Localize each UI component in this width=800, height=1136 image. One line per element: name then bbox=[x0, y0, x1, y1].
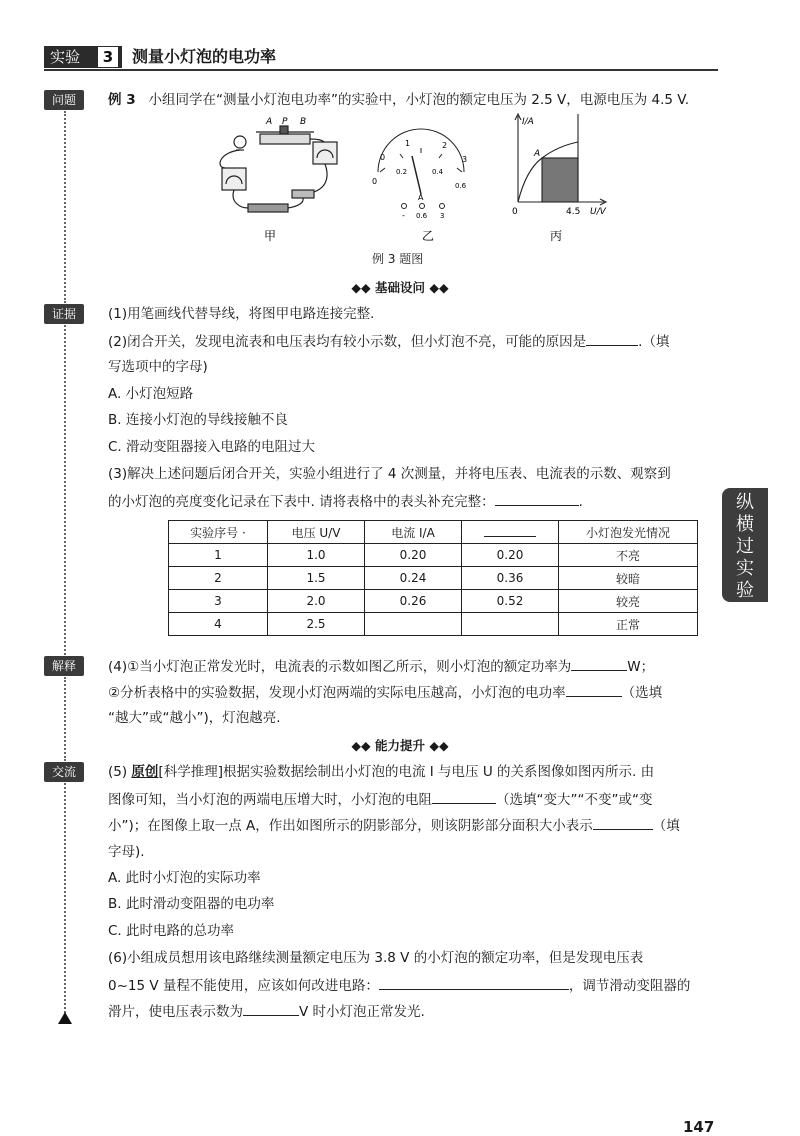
table-header-row bbox=[169, 521, 698, 544]
table-cell: 1.5 bbox=[268, 567, 365, 590]
q5-option-c: C. 此时电路的总功率 bbox=[108, 923, 235, 939]
graph-origin: 0 bbox=[512, 207, 518, 217]
q5-option-a: A. 此时小灯泡的实际功率 bbox=[108, 870, 261, 886]
figure-label-jia: 甲 bbox=[264, 229, 277, 243]
section-advanced: ◆◆ 能力提升 ◆◆ bbox=[351, 738, 449, 753]
question-5-line3 bbox=[108, 815, 680, 836]
question-2-line2: 写选项中的字母) bbox=[108, 359, 208, 375]
page-title: 测量小灯泡的电功率 bbox=[132, 47, 277, 66]
dial-tick-2: 2 bbox=[442, 141, 448, 150]
table-cell: 不亮 bbox=[559, 544, 698, 567]
experiment-badge bbox=[44, 46, 122, 68]
example-text: 小组同学在“测量小灯泡电功率”的实验中，小灯泡的额定电压为 2.5 V，电源电压为 4.5 V. bbox=[148, 92, 690, 108]
terminal-minus bbox=[402, 204, 407, 209]
q5-option-b: B. 此时滑动变阻器的电功率 bbox=[108, 896, 275, 912]
dial-tick-3: 3 bbox=[462, 155, 468, 164]
table-cell: 0.36 bbox=[462, 567, 559, 590]
table-cell: 正常 bbox=[559, 613, 698, 636]
answer-blank-6b[interactable] bbox=[243, 1001, 299, 1016]
tag-evidence: 证据 bbox=[44, 304, 84, 324]
dial-tick-0.2: 0.2 bbox=[396, 168, 408, 176]
graph-xlabel: U/V bbox=[590, 207, 606, 217]
table-row bbox=[169, 590, 698, 613]
graph-ylabel: I/A bbox=[522, 117, 534, 127]
question-6b-text: 滑片，使电压表示数为 bbox=[108, 1004, 243, 1020]
data-table bbox=[168, 520, 698, 636]
question-4-line1 bbox=[108, 656, 654, 677]
question-5b-text: 图像可知，当小灯泡的两端电压增大时，小灯泡的电阻 bbox=[108, 792, 432, 808]
table-cell: 1 bbox=[169, 544, 268, 567]
side-tab-char: 横 bbox=[736, 514, 754, 535]
question-2-text: (2)闭合开关，发现电流表和电压表均有较小示数，但小灯泡不亮，可能的原因是 bbox=[108, 334, 587, 350]
table-header: 电流 I/A bbox=[365, 521, 462, 544]
question-6-tail: ，调节滑动变阻器的 bbox=[568, 978, 691, 994]
figure-label-bing: 丙 bbox=[550, 229, 563, 243]
slider-end-b: B bbox=[300, 117, 307, 127]
example-label: 例 3 bbox=[108, 92, 136, 108]
tag-explain: 解释 bbox=[44, 656, 84, 676]
badge-number: 3 bbox=[98, 47, 118, 67]
table-cell: 0.20 bbox=[365, 544, 462, 567]
table-cell: 2.5 bbox=[268, 613, 365, 636]
dial-tick-0-inner: 0 bbox=[372, 177, 378, 186]
question-4-line3: “越大”或“越小”)，灯泡越亮. bbox=[108, 710, 281, 726]
answer-blank-2[interactable] bbox=[586, 331, 638, 346]
question-2-tail: .（填 bbox=[638, 334, 670, 350]
answer-blank-4b[interactable] bbox=[566, 682, 622, 697]
question-4b-tail: （选填 bbox=[621, 685, 663, 701]
example-stem bbox=[108, 90, 689, 110]
dial-tick-0-outer: 0 bbox=[380, 153, 386, 162]
table-cell: 0.52 bbox=[462, 590, 559, 613]
answer-blank-5b[interactable] bbox=[593, 815, 653, 830]
graph-xtick: 4.5 bbox=[566, 207, 581, 217]
section-advanced-label: 能力提升 bbox=[374, 738, 425, 753]
badge-word: 实验 bbox=[50, 48, 81, 66]
side-tab-char: 纵 bbox=[736, 492, 754, 513]
question-5c-text: 小”)；在图像上取一点 A，作出如图所示的阴影部分，则该阴影部分面积大小表示 bbox=[108, 818, 593, 834]
slider-label-p: P bbox=[282, 117, 288, 127]
dotted-rail bbox=[64, 111, 66, 303]
table-cell: 较亮 bbox=[559, 590, 698, 613]
table-header: 电压 U/V bbox=[268, 521, 365, 544]
q2-option-c: C. 滑动变阻器接入电路的电阻过大 bbox=[108, 439, 316, 455]
side-tab-char: 过 bbox=[736, 536, 754, 557]
question-5-text: 根据实验数据绘制出小灯泡的电流 I 与电压 U 的关系图像如图丙所示. 由 bbox=[222, 764, 655, 780]
terminal-3 bbox=[440, 204, 445, 209]
table-header: 实验序号 · bbox=[169, 521, 268, 544]
table-header-blank[interactable] bbox=[462, 521, 559, 544]
circuit-diagram bbox=[220, 126, 337, 212]
terminal-minus-label: - bbox=[402, 211, 405, 220]
table-cell bbox=[462, 613, 559, 636]
original-tag: 原创 bbox=[131, 764, 159, 780]
table-row bbox=[169, 544, 698, 567]
tag-exchange: 交流 bbox=[44, 762, 84, 782]
graph-point-a: A bbox=[534, 149, 541, 159]
example-figure bbox=[200, 112, 620, 248]
answer-blank-3[interactable] bbox=[495, 491, 579, 506]
dotted-rail bbox=[64, 783, 66, 1013]
table-cell: 1.0 bbox=[268, 544, 365, 567]
question-3-tail: . bbox=[578, 494, 583, 510]
question-4-line2 bbox=[108, 682, 662, 703]
question-3-line1: (3)解决上述问题后闭合开关，实验小组进行了 4 次测量，并将电压表、电流表的示数、观察到 bbox=[108, 466, 671, 482]
science-reasoning-tag: [科学推理] bbox=[158, 764, 223, 780]
q2-option-b: B. 连接小灯泡的导线接触不良 bbox=[108, 412, 288, 428]
side-chapter-tab[interactable] bbox=[722, 488, 768, 602]
tag-question: 问题 bbox=[44, 90, 84, 110]
dial-tick-1: 1 bbox=[405, 139, 411, 148]
table-cell: 3 bbox=[169, 590, 268, 613]
question-5b-tail: （选填“变大”“不变”或“变 bbox=[496, 792, 653, 808]
answer-blank-5a[interactable] bbox=[432, 789, 496, 804]
table-cell: 4 bbox=[169, 613, 268, 636]
question-5-line1 bbox=[108, 762, 654, 782]
table-row bbox=[169, 613, 698, 636]
table-cell: 0.20 bbox=[462, 544, 559, 567]
question-3-line2 bbox=[108, 491, 583, 512]
table-cell: 0.24 bbox=[365, 567, 462, 590]
question-4-unit: W； bbox=[627, 659, 655, 675]
question-5c-tail: （填 bbox=[652, 818, 680, 834]
dial-tick-0.4: 0.4 bbox=[432, 168, 444, 176]
answer-blank-header[interactable] bbox=[484, 524, 536, 537]
question-6-line2 bbox=[108, 975, 690, 996]
side-tab-char: 验 bbox=[736, 580, 754, 601]
question-1: (1)用笔画线代替导线，将图甲电路连接完整. bbox=[108, 306, 375, 322]
table-row bbox=[169, 567, 698, 590]
header-rule bbox=[44, 69, 718, 71]
question-3-text: 的小灯泡的亮度变化记录在下表中. 请将表格中的表头补充完整： bbox=[108, 494, 495, 510]
answer-blank-6a[interactable] bbox=[379, 975, 569, 990]
terminal-0.6 bbox=[420, 204, 425, 209]
question-6-line3 bbox=[108, 1001, 425, 1022]
figure-caption: 例 3 题图 bbox=[372, 252, 424, 266]
table-cell: 2 bbox=[169, 567, 268, 590]
question-6-text: 0~15 V 量程不能使用，应该如何改进电路： bbox=[108, 978, 379, 994]
dotted-rail bbox=[64, 325, 66, 655]
iu-graph bbox=[515, 114, 606, 205]
answer-blank-4a[interactable] bbox=[571, 656, 627, 671]
question-4b-text: ②分析表格中的实验数据，发现小灯泡两端的实际电压越高，小灯泡的电功率 bbox=[108, 685, 566, 701]
terminal-0.6-label: 0.6 bbox=[416, 212, 428, 220]
page-number: 147 bbox=[683, 1118, 715, 1136]
dial-unit: A bbox=[418, 193, 424, 202]
side-tab-char: 实 bbox=[736, 558, 754, 579]
question-5-line4: 字母). bbox=[108, 844, 145, 860]
terminal-3-label: 3 bbox=[440, 212, 445, 220]
table-cell: 2.0 bbox=[268, 590, 365, 613]
dial-tick-0.6: 0.6 bbox=[455, 182, 467, 190]
ammeter-dial bbox=[378, 129, 464, 194]
figure-label-yi: 乙 bbox=[422, 229, 435, 243]
question-5-number: (5) bbox=[108, 764, 128, 780]
question-2-line1 bbox=[108, 331, 669, 352]
table-cell bbox=[365, 613, 462, 636]
table-header: 小灯泡发光情况 bbox=[559, 521, 698, 544]
question-6b-tail: V 时小灯泡正常发光. bbox=[299, 1004, 425, 1020]
table-cell: 较暗 bbox=[559, 567, 698, 590]
question-4-text: (4)①当小灯泡正常发光时，电流表的示数如图乙所示，则小灯泡的额定功率为 bbox=[108, 659, 572, 675]
table-cell: 0.26 bbox=[365, 590, 462, 613]
section-basic: ◆◆ 基础设问 ◆◆ bbox=[351, 280, 449, 295]
section-basic-label: 基础设问 bbox=[374, 280, 425, 295]
q2-option-a: A. 小灯泡短路 bbox=[108, 386, 194, 402]
rail-end-arrow bbox=[58, 1012, 72, 1024]
question-5-line2 bbox=[108, 789, 652, 810]
slider-end-a: A bbox=[266, 117, 273, 127]
question-6-line1: (6)小组成员想用该电路继续测量额定电压为 3.8 V 的小灯泡的额定功率，但是发现电压表 bbox=[108, 950, 644, 966]
